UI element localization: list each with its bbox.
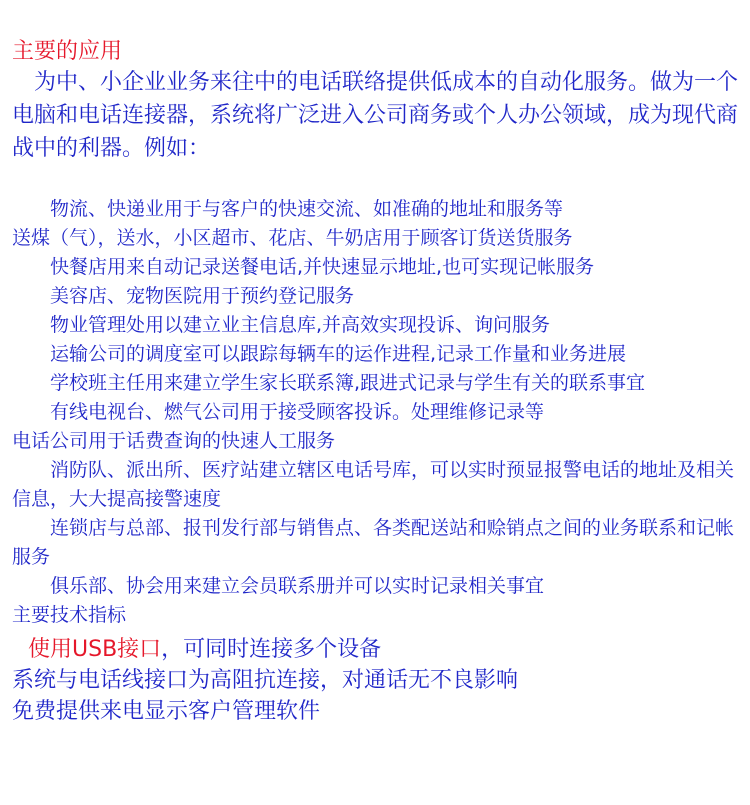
application-item: 快餐店用来自动记录送餐电话,并快速显示地址,也可实现记帐服务	[50, 256, 595, 278]
application-item: 物业管理处用以建立业主信息库,并高效实现投诉、询问服务	[50, 314, 551, 336]
application-item: 物流、快递业用于与客户的快速交流、如准确的地址和服务等	[50, 198, 564, 220]
application-item: 连锁店与总部、报刊发行部与销售点、各类配送站和赊销点之间的业务联系和记帐服务	[12, 517, 735, 568]
application-item: 送煤（气），送水，小区超市、花店、牛奶店用于顾客订货送货服务	[12, 227, 573, 249]
spec-usb-highlight: 使用USB接口	[28, 637, 162, 662]
application-item: 消防队、派出所、医疗站建立辖区电话号库，可以实时预显报警电话的地址及相关信息，大大提高接警速度	[12, 459, 735, 510]
application-item: 运输公司的调度室可以跟踪每辆车的运作进程,记录工作量和业务进展	[50, 343, 627, 365]
application-item: 有线电视台、燃气公司用于接受顾客投诉。处理维修记录等	[50, 401, 545, 423]
application-item: 俱乐部、协会用来建立会员联系册并可以实时记录相关事宜	[50, 575, 545, 597]
spec-item-usb	[12, 634, 740, 665]
document-body	[12, 38, 740, 727]
spec-usb-rest: ，可同时连接多个设备	[161, 637, 382, 662]
application-item: 学校班主任用来建立学生家长联系簿,跟进式记录与学生有关的联系事宜	[50, 372, 646, 394]
applications-list	[12, 195, 740, 601]
application-item: 美容店、宠物医院用于预约登记服务	[50, 285, 355, 307]
specs-list	[12, 634, 740, 727]
application-item: 电话公司用于话费查询的快速人工服务	[12, 430, 336, 452]
section-title-main-applications: 主要的应用	[12, 39, 123, 64]
spec-item-software: 免费提供来电显示客户管理软件	[12, 699, 321, 724]
spec-item-line-interface: 系统与电话线接口为高阻抗连接，对通话无不良影响	[12, 668, 519, 693]
intro-paragraph: 为中、小企业业务来往中的电话联络提供低成本的自动化服务。做为一个电脑和电话连接器，系统将广泛进入公司商务或个人办公领域，成为现代商战中的利器。例如：	[12, 70, 739, 161]
section-title-tech-specs: 主要技术指标	[12, 604, 127, 626]
